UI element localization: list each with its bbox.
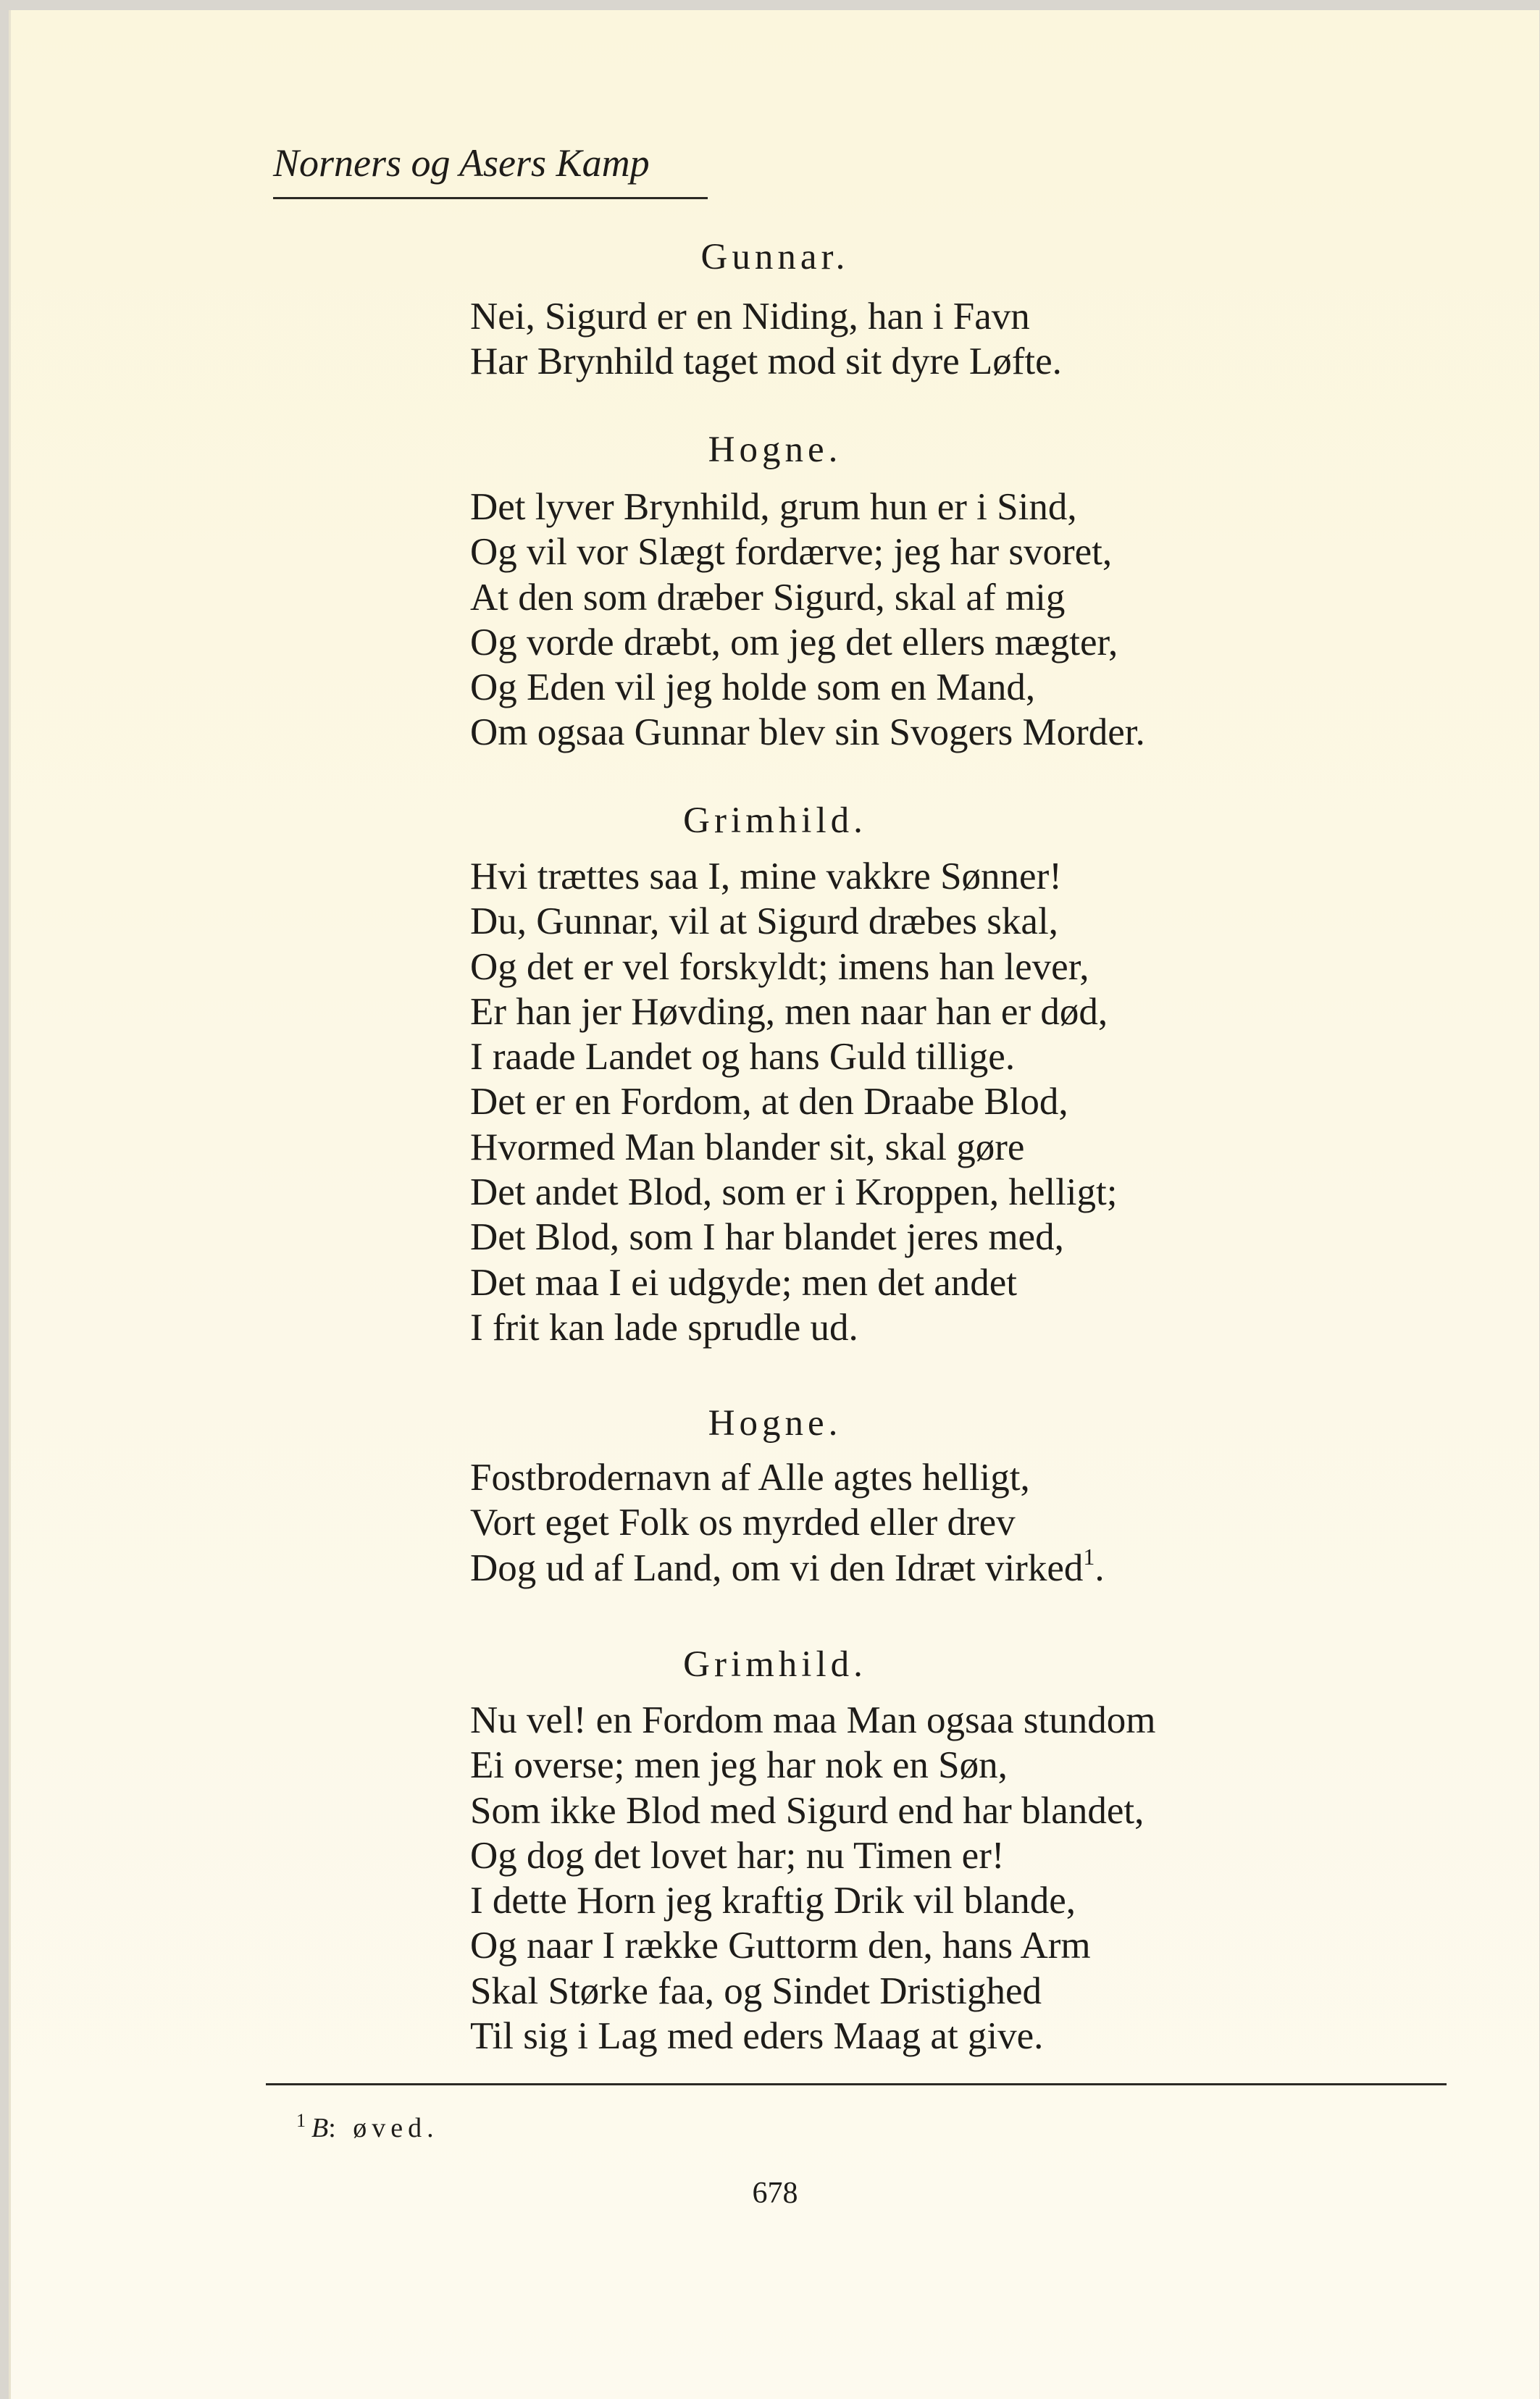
verse-line: Som ikke Blod med Sigurd end har blandet, bbox=[470, 1789, 1144, 1832]
verse-line: Og naar I række Guttorm den, hans Arm bbox=[470, 1925, 1091, 1967]
verse-line: Om ogsaa Gunnar blev sin Svogers Morder. bbox=[470, 711, 1145, 754]
verse-line: Det maa I ei udgyde; men det andet bbox=[470, 1261, 1017, 1304]
verse-block bbox=[470, 1698, 1155, 2059]
footnote bbox=[296, 2109, 439, 2147]
verse-line: Det Blod, som I har blandet jeres med, bbox=[470, 1216, 1064, 1259]
speaker-heading: Grimhild. bbox=[683, 800, 867, 841]
verse-line: At den som dræber Sigurd, skal af mig bbox=[470, 576, 1066, 619]
footnote-separator bbox=[266, 2083, 1447, 2085]
verse-line: Ei overse; men jeg har nok en Søn, bbox=[470, 1744, 1008, 1787]
verse-line: Og vil vor Slægt fordærve; jeg har svoret, bbox=[470, 531, 1113, 574]
footnote-sigil: B bbox=[311, 2113, 329, 2143]
running-title-underline bbox=[273, 197, 708, 199]
verse-line: Vort eget Folk os myrded eller drev bbox=[470, 1502, 1016, 1544]
verse-line: Du, Gunnar, vil at Sigurd dræbes skal, bbox=[470, 900, 1058, 943]
page-number: 678 bbox=[752, 2177, 798, 2210]
verse-line: I raade Landet og hans Guld tillige. bbox=[470, 1036, 1016, 1079]
speaker-heading: Grimhild. bbox=[683, 1644, 867, 1685]
running-title: Norners og Asers Kamp bbox=[273, 141, 650, 185]
verse-line: Nei, Sigurd er en Niding, han i Favn bbox=[470, 296, 1030, 338]
verse-line: Det er en Fordom, at den Draabe Blod, bbox=[470, 1081, 1068, 1123]
verse-line: Skal Størke faa, og Sindet Dristighed bbox=[470, 1969, 1042, 2012]
footnote-mark: 1 bbox=[296, 2110, 306, 2131]
verse-line: Og dog det lovet har; nu Timen er! bbox=[470, 1834, 1005, 1877]
verse-line-end-punctuation: . bbox=[1095, 1546, 1105, 1589]
verse-line: I dette Horn jeg kraftig Drik vil blande, bbox=[470, 1880, 1076, 1922]
verse-line: Og det er vel forskyldt; imens han lever, bbox=[470, 945, 1089, 988]
verse-line: Hvormed Man blander sit, skal gøre bbox=[470, 1126, 1025, 1168]
verse-line: Fostbrodernavn af Alle agtes helligt, bbox=[470, 1457, 1030, 1499]
verse-block bbox=[470, 294, 1062, 385]
verse-line-text: Dog ud af Land, om vi den Idræt virked bbox=[470, 1546, 1084, 1589]
verse-line: Hvi trættes saa I, mine vakkre Sønner! bbox=[470, 855, 1062, 897]
verse-line: Og vorde dræbt, om jeg det ellers mægter, bbox=[470, 621, 1118, 663]
speaker-heading: Hogne. bbox=[708, 430, 842, 470]
verse-line: Og Eden vil jeg holde som en Mand, bbox=[470, 666, 1036, 709]
footnote-text: : øved. bbox=[328, 2113, 439, 2143]
verse-line: Har Brynhild taget mod sit dyre Løfte. bbox=[470, 340, 1062, 383]
verse-line: Det lyver Brynhild, grum hun er i Sind, bbox=[470, 486, 1077, 528]
footnote-reference: 1 bbox=[1083, 1543, 1095, 1570]
book-page bbox=[9, 10, 1539, 2399]
speaker-heading: Hogne. bbox=[708, 1403, 842, 1444]
verse-line: I frit kan lade sprudle ud. bbox=[470, 1306, 858, 1349]
verse-block bbox=[470, 854, 1117, 1350]
verse-block bbox=[470, 485, 1145, 755]
verse-line: Nu vel! en Fordom maa Man ogsaa stundom bbox=[470, 1699, 1156, 1741]
verse-line: Er han jer Høvding, men naar han er død, bbox=[470, 990, 1108, 1033]
speaker-heading: Gunnar. bbox=[700, 237, 850, 277]
verse-line-with-footnote bbox=[470, 1543, 1105, 1591]
verse-line: Til sig i Lag med eders Maag at give. bbox=[470, 2015, 1044, 2058]
verse-block bbox=[470, 1455, 1105, 1591]
verse-line: Det andet Blod, som er i Kroppen, helligt; bbox=[470, 1171, 1118, 1214]
